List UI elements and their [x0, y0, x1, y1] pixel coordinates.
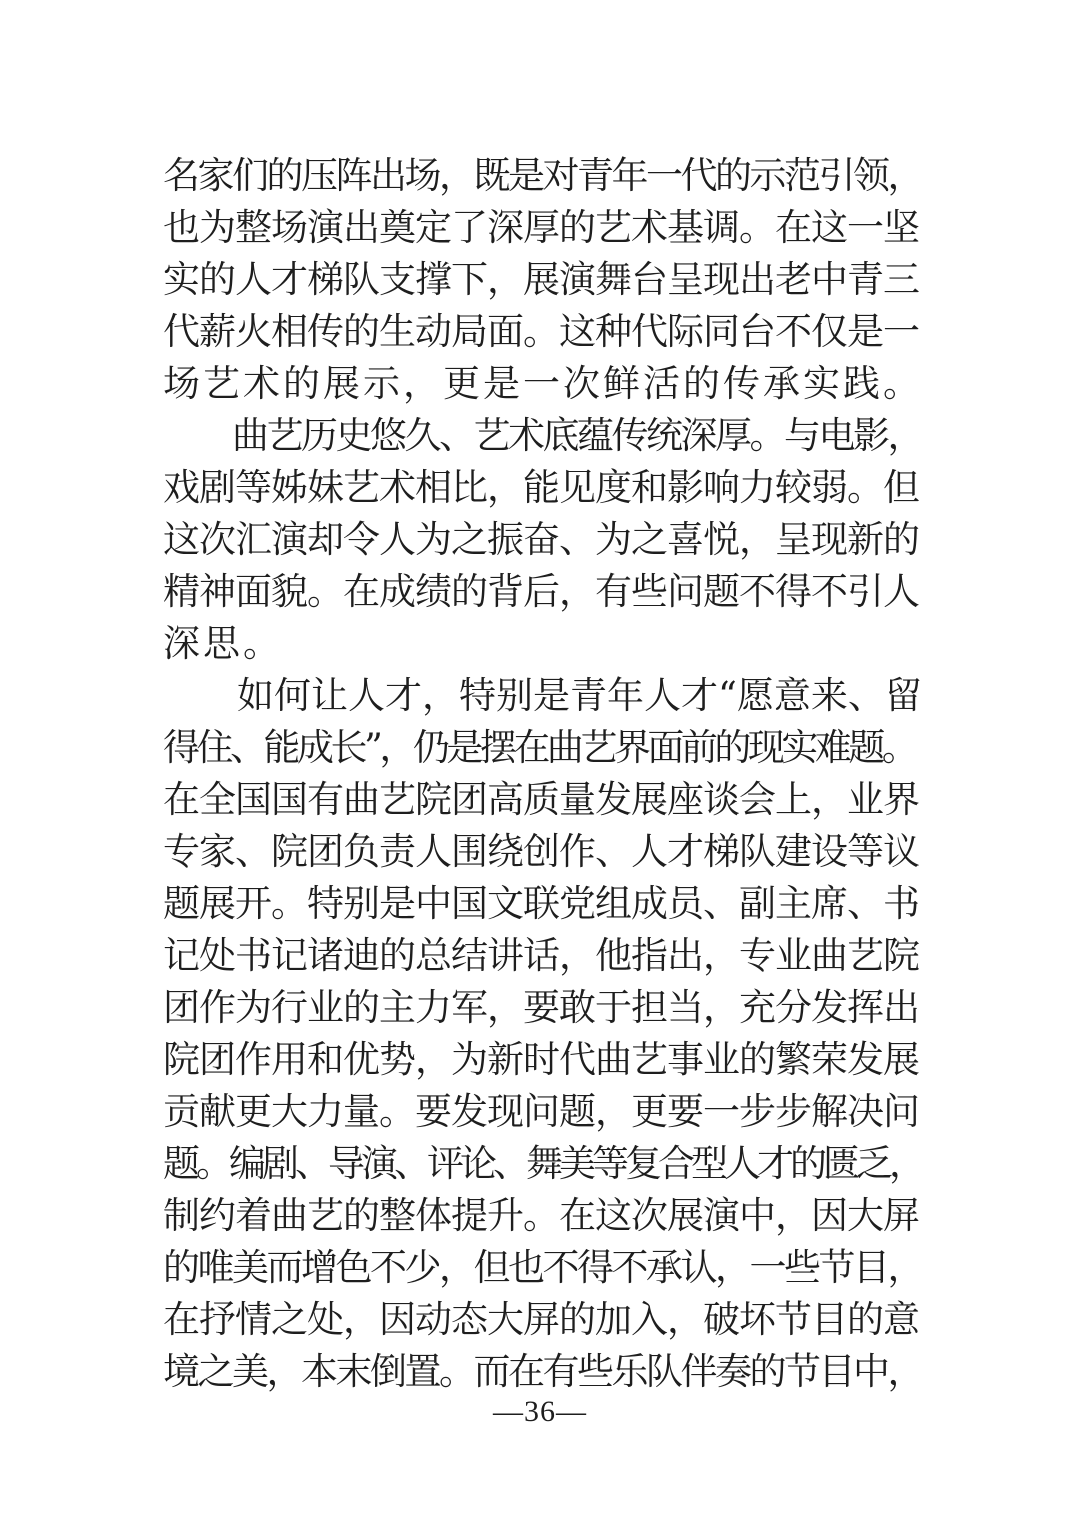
text-line: 在全国国有曲艺院团高质量发展座谈会上，业界 — [163, 778, 919, 821]
text-line: 境之美，本末倒置。而在有些乐队伴奏的节目中， — [163, 1350, 922, 1393]
text-line: 代薪火相传的生动局面。这种代际同台不仅是一 — [163, 310, 919, 353]
text-line: 团作为行业的主力军，要敢于担当，充分发挥出 — [163, 986, 919, 1029]
text-line: 深思。 — [163, 622, 283, 665]
text-line: 题展开。特别是中国文联党组成员、副主席、书 — [163, 882, 919, 925]
text-line: 实的人才梯队支撑下，展演舞台呈现出老中青三 — [163, 258, 919, 301]
text-line: 精神面貌。在成绩的背后，有些问题不得不引人 — [163, 570, 919, 613]
text-line: 制约着曲艺的整体提升。在这次展演中，因大屏 — [163, 1194, 919, 1237]
text-line: 这次汇演却令人为之振奋、为之喜悦，呈现新的 — [163, 518, 919, 561]
text-line: 院团作用和优势，为新时代曲艺事业的繁荣发展 — [163, 1038, 919, 1081]
text-line: 场艺术的展示，更是一次鲜活的传承实践。 — [163, 362, 923, 405]
text-line: 贡献更大力量。要发现问题，更要一步步解决问 — [163, 1090, 919, 1133]
text-line: 也为整场演出奠定了深厚的艺术基调。在这一坚 — [163, 206, 919, 249]
text-line: 曲艺历史悠久、艺术底蕴传统深厚。与电影， — [163, 414, 922, 457]
text-line: 专家、院团负责人围绕创作、人才梯队建设等议 — [163, 830, 919, 873]
body-text — [163, 150, 923, 1398]
text-line: 在抒情之处，因动态大屏的加入，破坏节目的意 — [163, 1298, 919, 1341]
text-line: 记处书记诸迪的总结讲话，他指出，专业曲艺院 — [163, 934, 919, 977]
text-line: 题。编剧、导演、评论、舞美等复合型人才的匮乏， — [163, 1142, 922, 1185]
text-line: 的唯美而增色不少，但也不得不承认，一些节目， — [163, 1246, 922, 1289]
text-line: 戏剧等姊妹艺术相比，能见度和影响力较弱。但 — [163, 466, 919, 509]
page-number: —36— — [493, 1395, 587, 1428]
text-line: 得住、能成长”，仍是摆在曲艺界面前的现实难题。 — [163, 726, 916, 769]
text-line: 如何让人才，特别是青年人才“愿意来、留 — [163, 674, 922, 717]
text-line: 名家们的压阵出场，既是对青年一代的示范引领， — [163, 154, 922, 197]
